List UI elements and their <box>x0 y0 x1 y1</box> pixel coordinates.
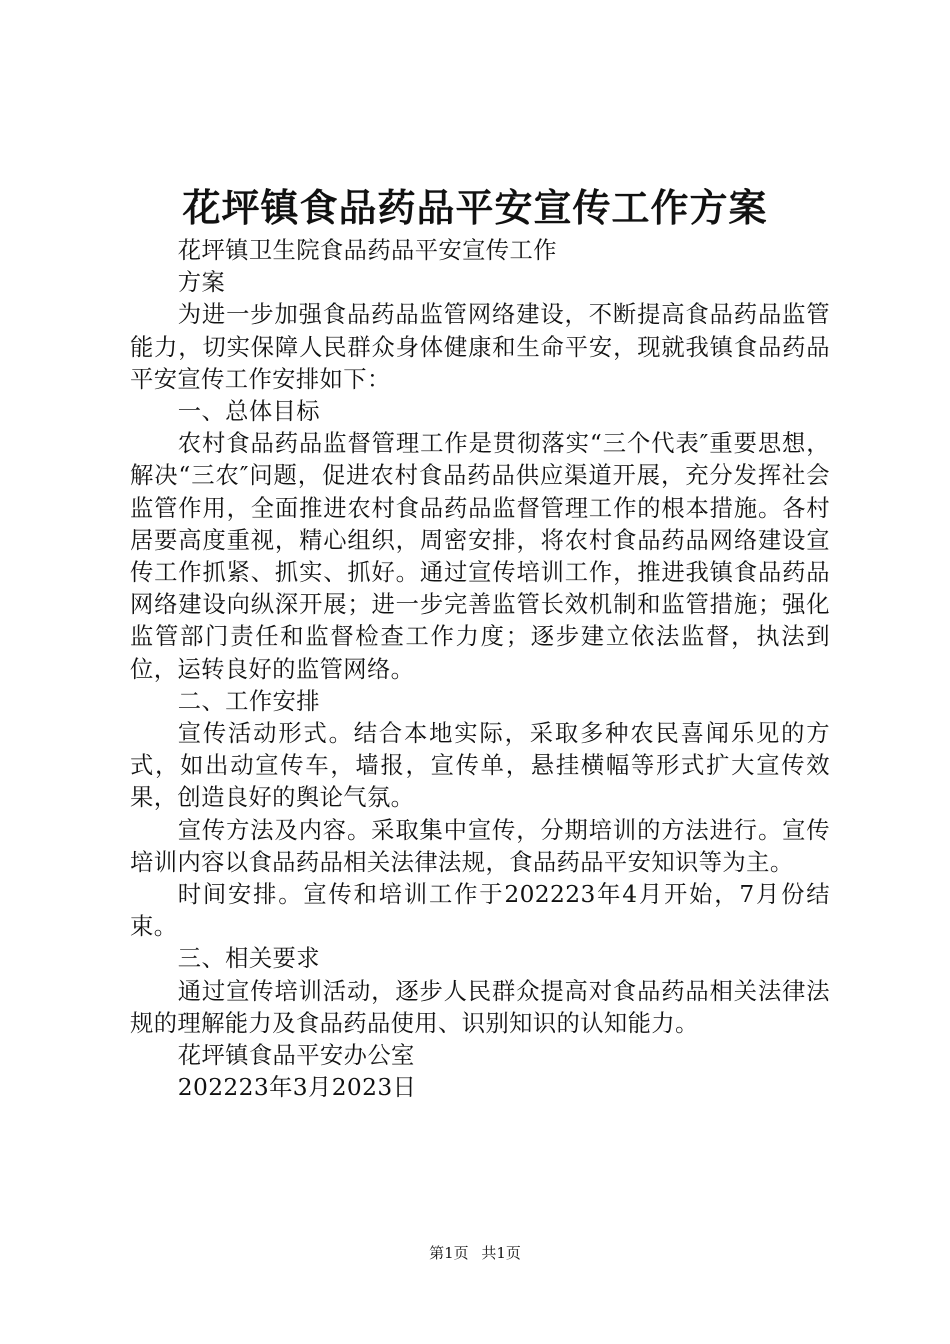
paragraph-goals: 农村食品药品监督管理工作是贯彻落实“三个代表″重要思想，解决“三农″问题，促进农村食品药品供应渠道开展，充分发挥社会监管作用，全面推进农村食品药品监督管理工作的根本措施。各村居要高度重视，精心组织，周密安排，将农村食品药品网络建设宣传工作抓紧、抓实、抓好。通过宣传培训工作，推进我镇食品药品网络建设向纵深开展；进一步完善监管长效机制和监管措施；强化监管部门责任和监督检查工作力度；逐步建立依法监督，执法到位，运转良好的监管网络。 <box>130 430 830 683</box>
paragraph-method-content: 宣传方法及内容。采取集中宣传，分期培训的方法进行。宣传培训内容以食品药品相关法律法规，食品药品平安知识等为主。 <box>130 816 830 876</box>
document-body <box>130 235 830 1104</box>
page-total: 共1页 <box>481 1244 521 1262</box>
signature-office: 花坪镇食品平安办公室 <box>177 1042 415 1070</box>
page-number: 第1页 <box>429 1244 469 1262</box>
paragraph-intro: 为进一步加强食品药品监管网络建设，不断提高食品药品监管能力，切实保障人民群众身体健康和生命平安，现就我镇食品药品平安宣传工作安排如下： <box>130 301 830 393</box>
paragraph-requirements: 通过宣传培训活动，逐步人民群众提高对食品药品相关法律法规的理解能力及食品药品使用、识别知识的认知能力。 <box>130 977 830 1037</box>
paragraph-subtitle-line2: 方案 <box>177 269 226 297</box>
section-heading-3: 三、相关要求 <box>177 945 320 973</box>
paragraph-schedule: 时间安排。宣传和培训工作于202223年4月开始，7月份结束。 <box>130 881 830 941</box>
document-title: 花坪镇食品药品平安宣传工作方案 <box>182 186 768 230</box>
paragraph-subtitle-line1: 花坪镇卫生院食品药品平安宣传工作 <box>177 237 557 264</box>
section-heading-1: 一、总体目标 <box>177 398 320 426</box>
section-heading-2: 二、工作安排 <box>177 687 320 715</box>
page-footer <box>0 1243 950 1263</box>
paragraph-activity-form: 宣传活动形式。结合本地实际，采取多种农民喜闻乐见的方式，如出动宣传车，墙报，宣传单，悬挂横幅等形式扩大宣传效果，创造良好的舆论气氛。 <box>130 720 830 812</box>
signature-date: 202223年3月2023日 <box>177 1074 417 1102</box>
